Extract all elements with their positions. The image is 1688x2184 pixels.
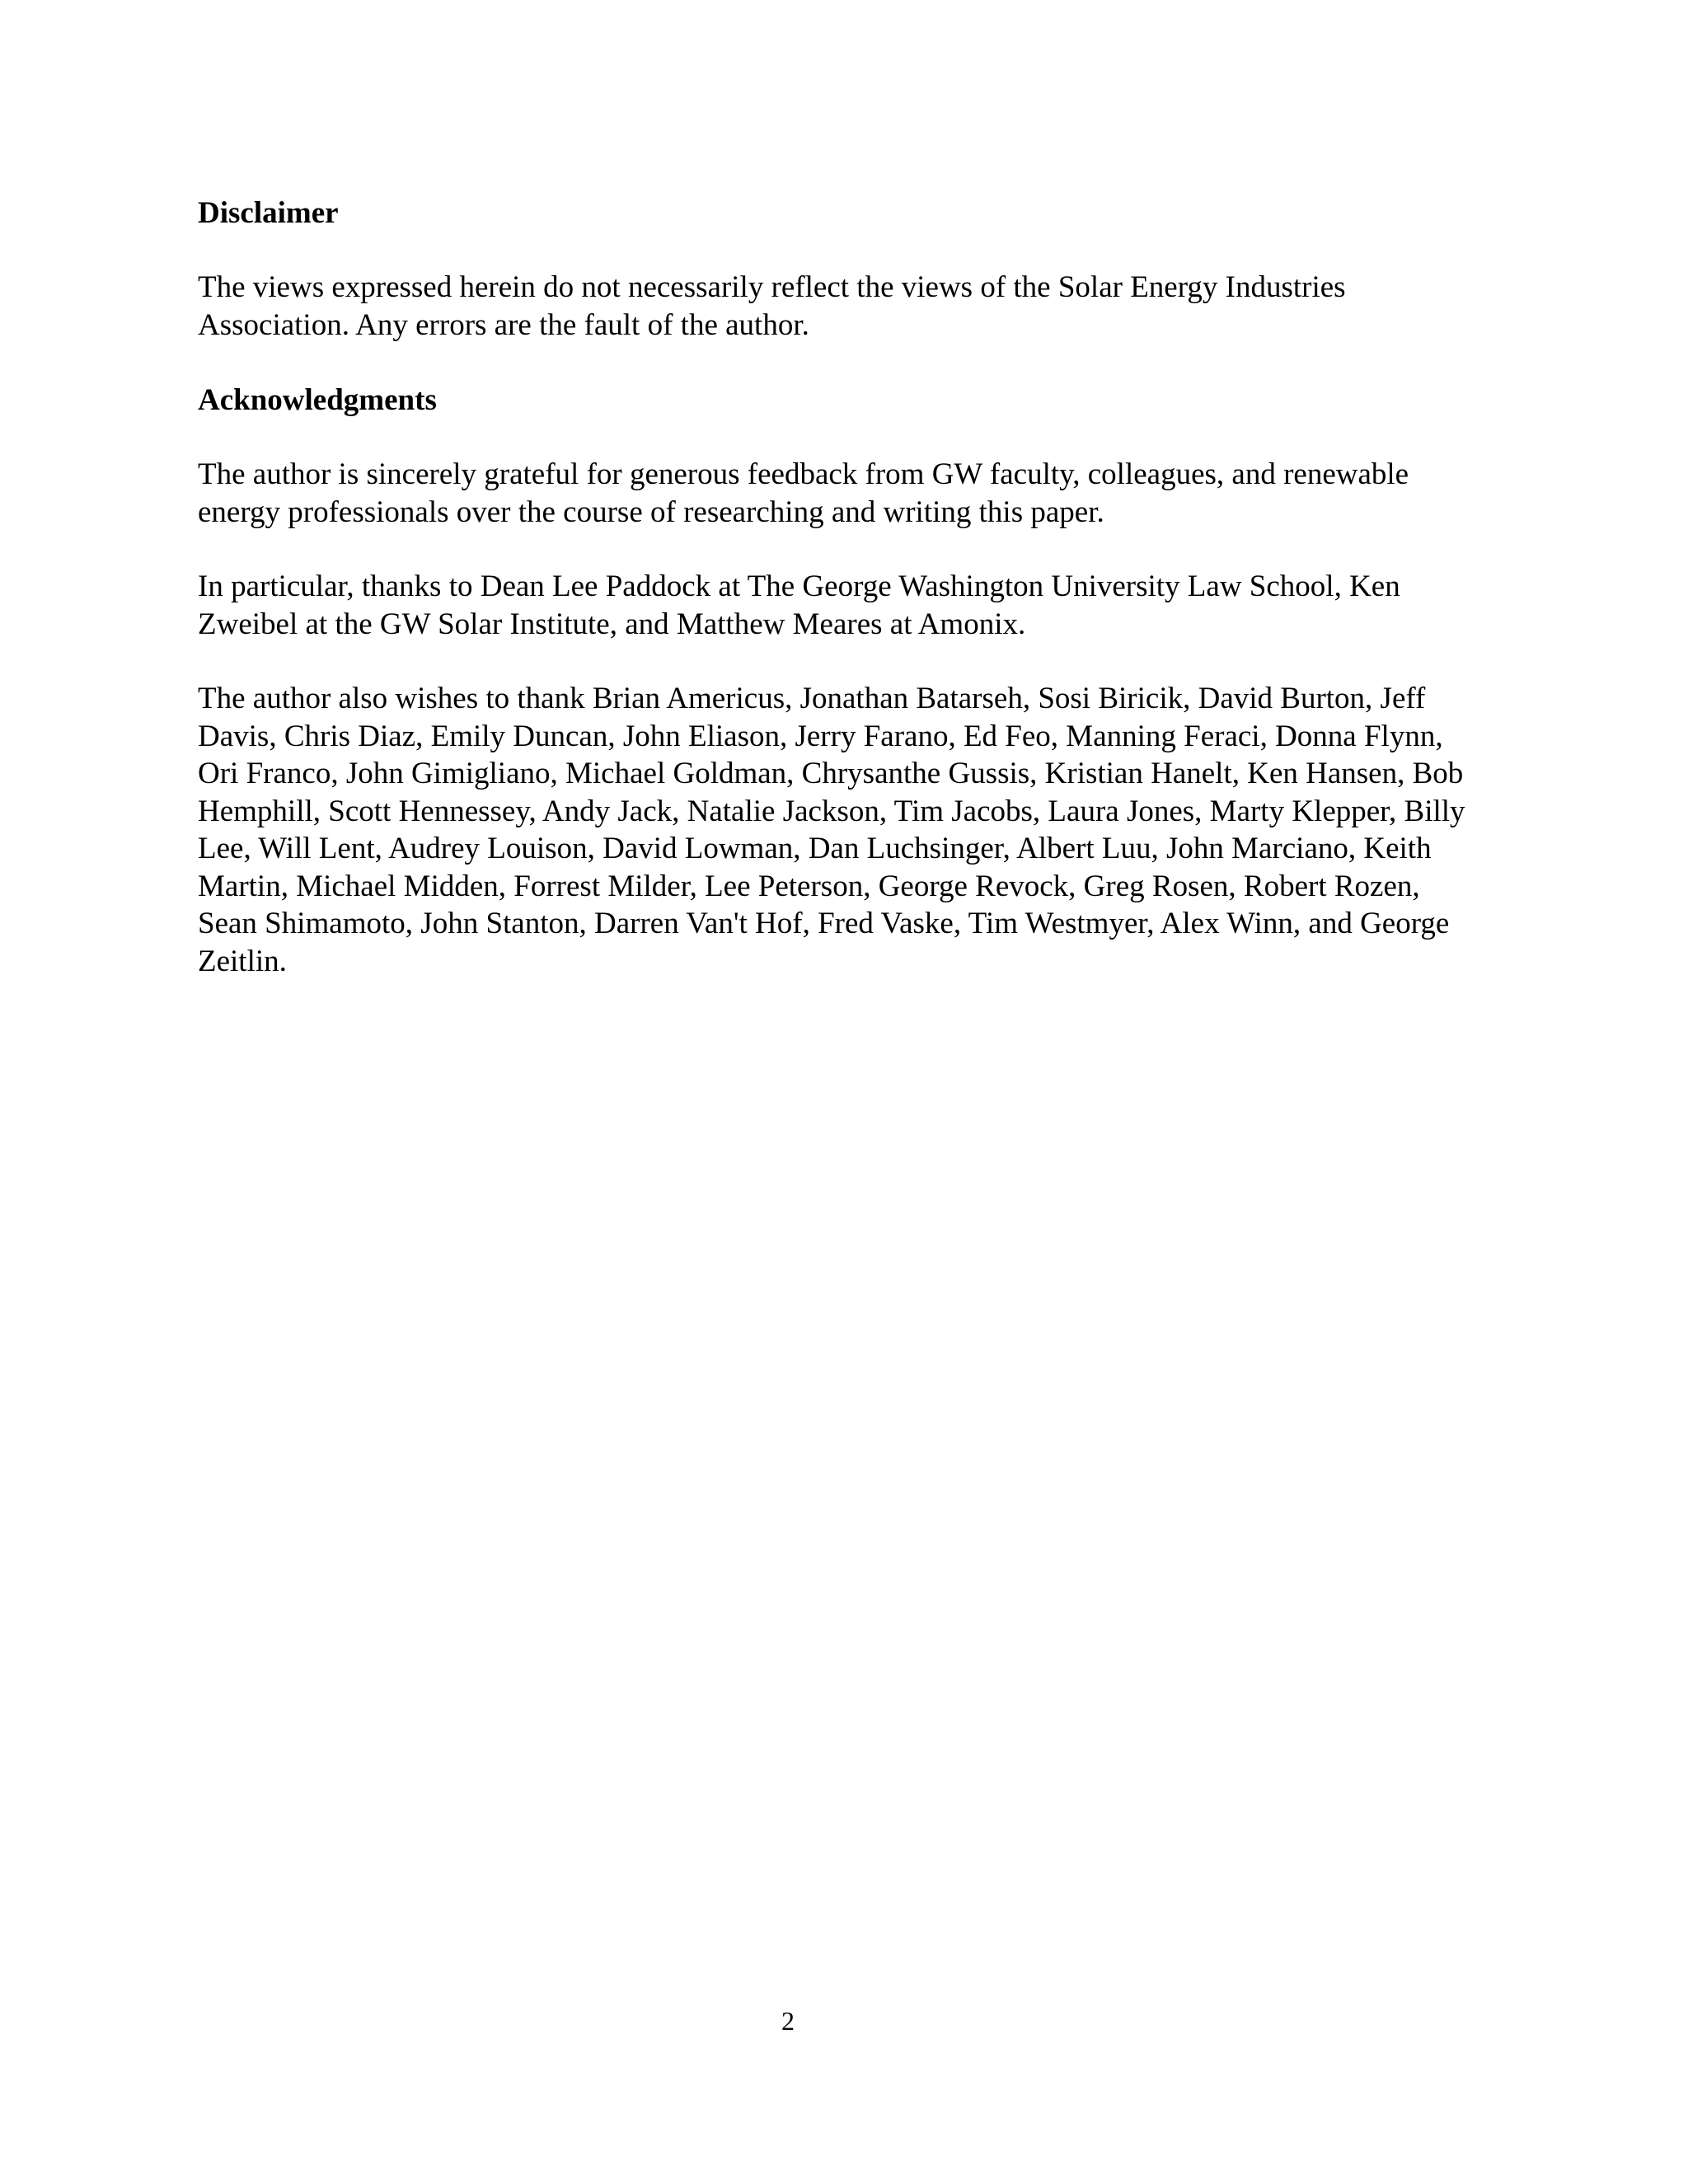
disclaimer-text: The views expressed herein do not necessarily reflect the views of the Solar Energy Industries Association. Any errors are the fault of the author. xyxy=(198,270,1346,342)
page-number: 2 xyxy=(781,2006,795,2036)
page-content xyxy=(198,194,1484,1017)
acknowledgments-paragraph-3: The author also wishes to thank Brian Americus, Jonathan Batarseh, Sosi Biricik, David Burton, Jeff Davis, Chris Diaz, Emily Duncan, John Eliason, Jerry Farano, Ed Feo, Manning Feraci, Donna Flynn, Ori Franco, John Gimigliano, Michael Goldman, Chrysanthe Gussis, Kristian Hanelt, Ken Hansen, Bob Hemphill, Scott Hennessey, Andy Jack, Natalie Jackson, Tim Jacobs, Laura Jones, Marty Klepper, Billy Lee, Will Lent, Audrey Louison, David Lowman, Dan Luchsinger, Albert Luu, John Marciano, Keith Martin, Michael Midden, Forrest Milder, Lee Peterson, George Revock, Greg Rosen, Robert Rozen, Sean Shimamoto, John Stanton, Darren Van't Hof, Fred Vaske, Tim Westmyer, Alex Winn, and George Zeitlin. xyxy=(198,682,1465,978)
disclaimer-heading: Disclaimer xyxy=(198,196,339,230)
acknowledgments-paragraph-2: In particular, thanks to Dean Lee Paddock at The George Washington University Law School, Ken Zweibel at the GW Solar Institute, and Matthew Meares at Amonix. xyxy=(198,569,1400,641)
acknowledgments-heading: Acknowledgments xyxy=(198,383,437,417)
acknowledgments-paragraph-1: The author is sincerely grateful for generous feedback from GW faculty, colleagues, and renewable energy professionals over the course of researching and writing this paper. xyxy=(198,457,1409,529)
